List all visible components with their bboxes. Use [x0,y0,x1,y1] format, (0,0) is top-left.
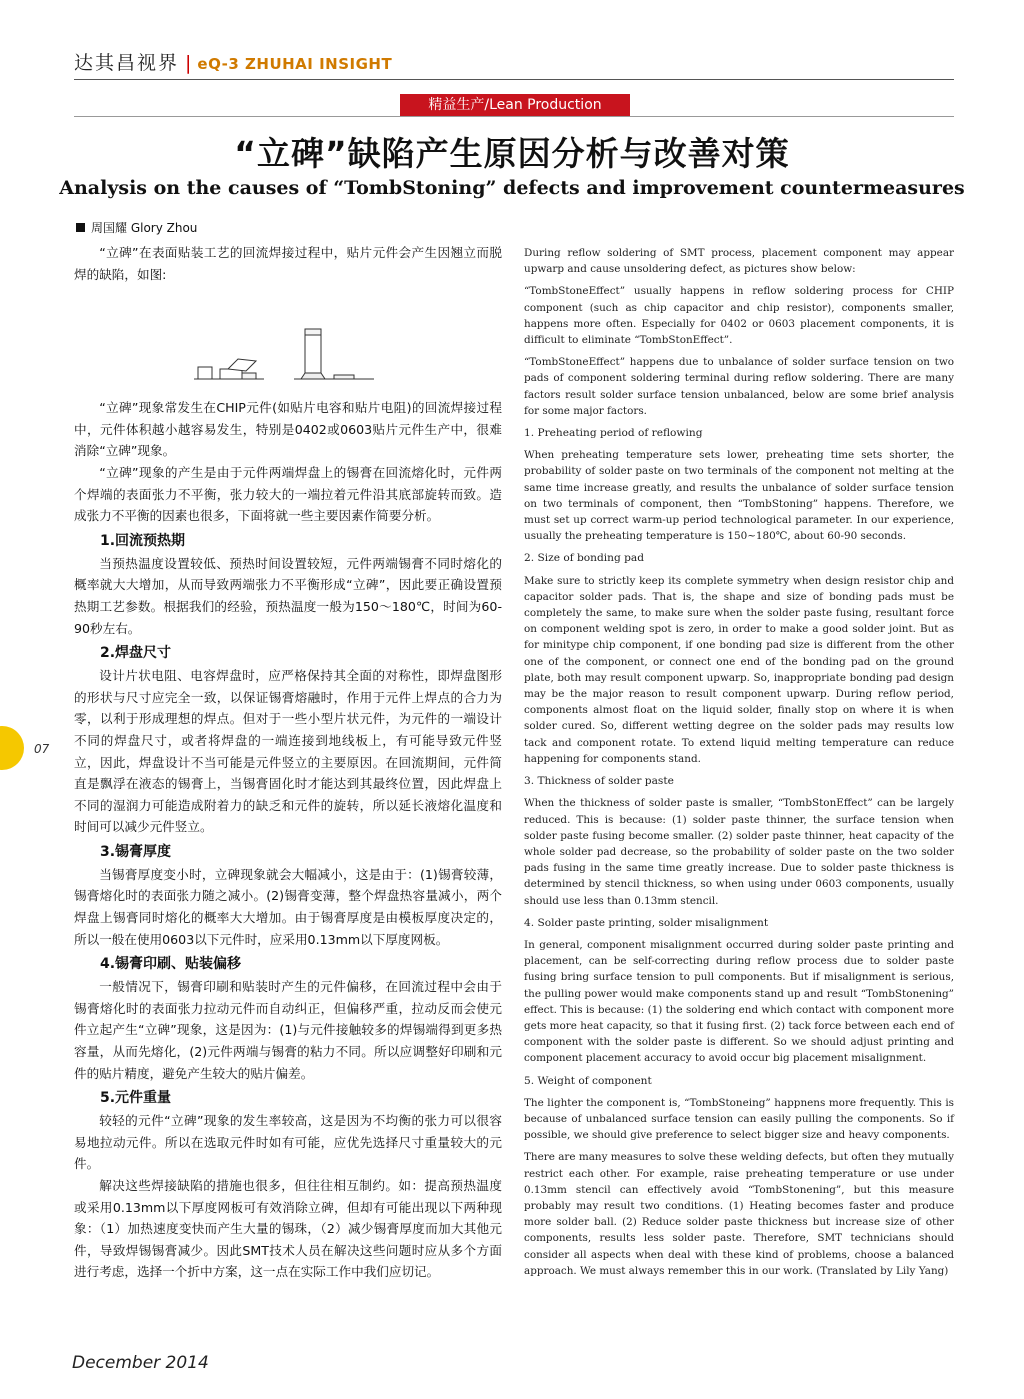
page-number: 07 [34,742,50,756]
en-heading-paste-thickness: 3. Thickness of solder paste [524,775,674,788]
tombstone-figure [74,285,502,397]
en-paragraph-1: During reflow soldering of SMT process, placement component may appear upwarp and cause unsoldering defect, as pictures show below: [524,247,954,276]
section-misalignment: 一般情况下，锡膏印刷和贴装时产生的元件偏移，在回流过程中会由于锡膏熔化时的表面张力拉动元件而自动纠正，但偏移严重，拉动反而会使元件立起产生“立碑”现象，这是因为：(1)与元件接触较多的焊锡端得到更多热容量，从而先熔化，(2)元件两端与锡膏的粘力不同。所以应调整好印刷和元件的贴片精度，避免产生较大的贴片偏差。 [74,979,502,1081]
tombstone-illustration [184,289,384,395]
heading-weight: 5.元件重量 [100,1090,172,1107]
en-section-pad-size: Make sure to strictly keep its complete symmetry when design resistor chip and capacitor solder pads. That is, the shape and size of bonding pads must be completely the same, to make sure when the solder paste fusing, resultant force on component welding spot is zero, in order to make a good solder joint. But as for minitype chip component, if one bonding pad size is different from the other one of the component, or connect one end of the bonding pad on the ground plate, both may result component upwarp. So, inappropriate bonding pad design may be the major reason to result component upwarp. During reflow period, components almost float on the liquid solder, finally stop on where it is when solder cured. So, different wetting degree on the solder pads may results low tack and component rotate. To extend liquid melting temperature can reduce happening for components stand. [524,574,954,765]
en-section-preheat: When preheating temperature sets lower, preheating time sets shorter, the probability of solder paste on two terminals of the component not melting at the same time increase greatly, and results the unbalance of solder surface tension on two terminals of component, then “TombStoning” happens. Therefore, we must set up correct warm-up period technological parameter. In our experience, usually the preheating temperature is 150~180℃, about 60-90 seconds. [524,449,954,543]
bullet-square-icon [76,223,85,232]
en-paragraph-3: “TombStoneEffect” happens due to unbalance of solder surface tension on two pads of component soldering terminal during reflow soldering. There are many factors result solder surface tension unbalanced, below are some brief analysis for some major factors. [524,356,954,417]
article-title-cn: “立碑”缺陷产生原因分析与改善对策 [234,134,790,173]
en-section-paste-thickness: When the thickness of solder paste is smaller, “TombStonEffect” can be largely reduced. This is because: (1) solder paste thinner, the surface tension when solder paste fusing become smaller. (2) solder paste thinner, heat capacity of the whole solder pad decrease, so the probability of solder paste on the two solder pads fusing in the same time greatly increase. Due to solder paste thickness is determined by stencil thickness, so when using under 0603 components, usually should use less than 0.13mm stencil. [524,797,954,907]
author-byline [76,219,197,236]
page-side-tab [0,726,24,770]
english-column [524,245,954,1285]
paragraph-2: “立碑”现象的产生是由于元件两端焊盘上的锡膏在回流熔化时，元件两个焊端的表面张力不平衡，张力较大的一端拉着元件沿其底部旋转而致。造成张力不平衡的因素也很多，下面将就一些主要因素作简要分析。 [74,464,502,524]
article-title-en: Analysis on the causes of “TombStoning” defects and improvement countermeasures [59,177,965,199]
magazine-header [74,48,392,78]
section-banner: 精益生产/Lean Production [400,94,630,116]
heading-paste-thickness: 3.锡膏厚度 [100,843,172,860]
paragraph-1: “立碑”现象常发生在CHIP元件(如贴片电容和贴片电阻)的回流焊接过程中，元件体积越小越容易发生，特别是0402或0603贴片元件生产中，很难消除“立碑”现象。 [74,400,502,459]
section-preheat: 当预热温度设置较低、预热时间设置较短，元件两端锡膏不同时熔化的概率就大大增加，从而导致两端张力不平衡形成“立碑”，因此要正确设置预热期工艺参数。根据我们的经验，预热温度一般为150～180℃，时间为60-90秒左右。 [74,555,502,636]
heading-pad-size: 2.焊盘尺寸 [100,645,172,662]
en-section-misalignment: In general, component misalignment occurred during solder paste printing and placement, can be self-correcting during reflow process due to solder paste fusing bring surface tension to pull components. But if misalignment is serious, the pulling power would make components stand up and result “TombStonening” effect. This is because: (1) the soldering end which contact with component more gets more heat capacity, so that it fusing first. (2) tack force between each end of component with the solder paste is different. So we should adjust printing and component placement accuracy to avoid occur big placement misalignment. [524,938,955,1065]
en-section-weight: The lighter the component is, “TombStoneing” happnens more frequently. This is because of unbalanced surface tension can easily pulling the components. So if possible, we should give preference to select bigger size and heavy components. [524,1096,954,1142]
en-heading-pad-size: 2. Size of bonding pad [524,552,645,565]
section-paste-thickness: 当锡膏厚度变小时，立碑现象就会大幅减小，这是由于：(1)锡膏较薄，锡膏熔化时的表面张力随之减小。(2)锡膏变薄，整个焊盘热容量减小，两个焊盘上锡膏同时熔化的概率大大增加。由于锡膏厚度是由模板厚度决定的，所以一般在使用0603以下元件时，应采用0.13mm以下厚度网板。 [74,866,502,947]
header-divider [74,79,954,80]
section-weight: 较轻的元件“立碑”现象的发生率较高，这是因为不均衡的张力可以很容易地拉动元件。所以在选取元件时如有可能，应优先选择尺寸重量较大的元件。 [74,1113,502,1172]
magazine-name-en: eQ-3 ZHUHAI INSIGHT [197,55,393,73]
intro-paragraph: “立碑”在表面贴装工艺的回流焊接过程中，贴片元件会产生因翘立而脱焊的缺陷，如图: [74,245,502,282]
en-paragraph-2: “TombStoneEffect” usually happens in reflow soldering process for CHIP component (such as chip capacitor and chip resistor), components smaller, happens more often. Especially for 0402 or 0603 placement components, it is difficult to eliminate “TombStonEffect”. [524,285,954,347]
en-conclusion-paragraph: There are many measures to solve these welding defects, but often they mutually restrict each other. For example, raise preheating temperature or use under 0.13mm stencil can effectively avoid “TombStonening”, but this measure probably may result two conditions. (1) Heating becomes faster and produce more solder ball. (2) Reduce solder paste thickness but increase size of other components, results less solder paste. Therefore, SMT technicians should consider all aspects when deal with these kind of problems, choose a balanced approach. We must always remember this in our work. (Translated by Lily Yang) [524,1151,954,1277]
en-heading-misalignment: 4. Solder paste printing, solder misalignment [524,916,769,929]
chinese-column [74,242,502,1283]
conclusion-paragraph: 解决这些焊接缺陷的措施也很多，但往往相互制约。如：提高预热温度或采用0.13mm以下厚度网板可有效消除立碑，但却有可能出现以下两种现象：（1）加热速度变快而产生大量的锡珠，（2）减少锡膏厚度而加大其他元件，导致焊锡锡膏减少。因此SMT技术人员在解决这些问题时应从多个方面进行考虑，选择一个折中方案，这一点在实际工作中我们应切记。 [74,1178,502,1280]
en-heading-weight: 5. Weight of component [524,1074,652,1087]
author-name: 周国耀 Glory Zhou [91,221,198,235]
magazine-name-cn: 达其昌视界 [74,52,180,74]
header-separator: | [185,52,192,74]
banner-divider [74,116,954,117]
en-heading-preheat: 1. Preheating period of reflowing [524,427,703,440]
issue-date: December 2014 [72,1353,209,1373]
section-pad-size: 设计片状电阻、电容焊盘时，应严格保持其全面的对称性，即焊盘图形的形状与尺寸应完全一致，以保证锡膏熔融时，作用于元件上焊点的合力为零，以利于形成理想的焊点。但对于一些小型片状元件，为元件的一端设计不同的焊盘尺寸，或者将焊盘的一端连接到地线板上，有可能导致元件竖立，因此，焊盘设计不当可能是元件竖立的主要原因。在回流期间，元件简直是飘浮在液态的锡膏上，当锡膏固化时才能达到其最终位置，因此焊盘上不同的湿润力可能造成附着力的缺乏和元件的旋转，所以延长液熔化温度和时间可以减少元件竖立。 [74,668,502,835]
heading-preheat: 1.回流预热期 [100,532,186,549]
heading-misalignment: 4.锡膏印刷、贴装偏移 [100,956,242,973]
